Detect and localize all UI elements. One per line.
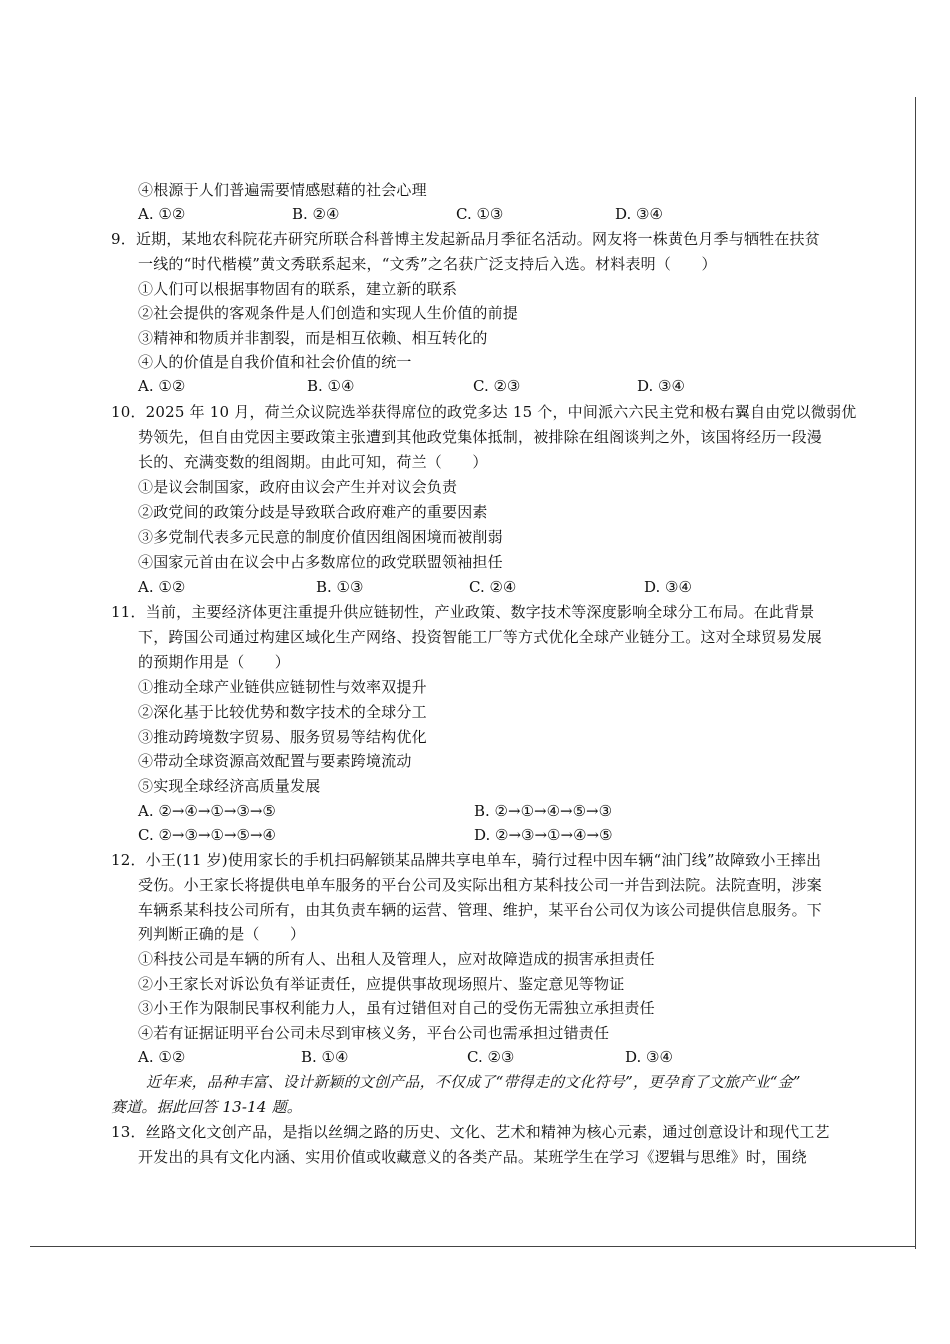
q11-option-b: B. ②→①→④→⑤→③ <box>474 802 613 820</box>
q8-option-d: D. ③④ <box>615 205 663 223</box>
q11-item-2: ②深化基于比较优势和数字技术的全球分工 <box>138 703 427 721</box>
q8-option-b: B. ②④ <box>292 205 340 223</box>
q10-option-c: C. ②④ <box>469 578 517 596</box>
q10-stem-line-2: 势领先，但自由党因主要政策主张遭到其他政党集体抵制，被排除在组阁谈判之外，该国将经历一段漫 <box>138 428 823 446</box>
q10-option-b: B. ①③ <box>316 578 364 596</box>
q12-stem-line-4: 列判断正确的是（ ） <box>138 925 306 943</box>
q10-item-1: ①是议会制国家，政府由议会产生并对议会负责 <box>138 478 458 496</box>
q13-stem-line-2: 开发出的具有文化内涵、实用价值或收藏意义的各类产品。某班学生在学习《逻辑与思维》时，围绕 <box>138 1148 807 1166</box>
q12-item-4: ④若有证据证明平台公司未尽到审核义务，平台公司也需承担过错责任 <box>138 1024 610 1042</box>
q10-item-3: ③多党制代表多元民意的制度价值因组阁困境而被削弱 <box>138 528 503 546</box>
q9-item-3: ③精神和物质并非割裂，而是相互依赖、相互转化的 <box>138 329 488 347</box>
q12-stem-line-1: 12．小王(11 岁)使用家长的手机扫码解锁某品牌共享电单车，骑行过程中因车辆“油门线”故障致小王摔出 <box>111 851 822 869</box>
q9-item-4: ④人的价值是自我价值和社会价值的统一 <box>138 353 412 371</box>
q13-stem-line-1: 13．丝路文化文创产品，是指以丝绸之路的历史、文化、艺术和精神为核心元素，通过创意设计和现代工艺 <box>111 1123 830 1141</box>
right-margin-line <box>915 97 916 1249</box>
q9-stem-line-2: 一线的“时代楷模”黄文秀联系起来，“文秀”之名获广泛支持后入选。材料表明（ ） <box>138 255 717 273</box>
q11-item-3: ③推动跨境数字贸易、服务贸易等结构优化 <box>138 728 427 746</box>
q10-option-a: A. ①② <box>138 578 186 596</box>
q10-item-4: ④国家元首由在议会中占多数席位的政党联盟领袖担任 <box>138 553 503 571</box>
q11-item-1: ①推动全球产业链供应链韧性与效率双提升 <box>138 678 427 696</box>
q10-item-2: ②政党间的政策分歧是导致联合政府难产的重要因素 <box>138 503 488 521</box>
q10-option-d: D. ③④ <box>644 578 692 596</box>
q11-option-c: C. ②→③→①→⑤→④ <box>138 826 276 844</box>
q9-option-c: C. ②③ <box>473 377 521 395</box>
q8-item-4: ④根源于人们普遍需要情感慰藉的社会心理 <box>138 181 427 199</box>
q12-option-c: C. ②③ <box>467 1048 515 1066</box>
q9-item-1: ①人们可以根据事物固有的联系，建立新的联系 <box>138 280 458 298</box>
q12-stem-line-2: 受伤。小王家长将提供电单车服务的平台公司及实际出租方某科技公司一并告到法院。法院查明，涉案 <box>138 876 823 894</box>
q12-item-2: ②小王家长对诉讼负有举证责任，应提供事故现场照片、鉴定意见等物证 <box>138 975 625 993</box>
q11-option-d: D. ②→③→①→④→⑤ <box>474 826 613 844</box>
q12-stem-line-3: 车辆系某科技公司所有，由其负责车辆的运营、管理、维护，某平台公司仅为该公司提供信息服务。下 <box>138 901 823 919</box>
q12-option-d: D. ③④ <box>625 1048 673 1066</box>
q9-option-d: D. ③④ <box>637 377 685 395</box>
q12-item-3: ③小王作为限制民事权利能力人，虽有过错但对自己的受伤无需独立承担责任 <box>138 999 655 1017</box>
q10-stem-line-1: 10．2025 年 10 月，荷兰众议院选举获得席位的政党多达 15 个，中间派六六民主党和极右翼自由党以微弱优 <box>111 403 857 421</box>
q9-item-2: ②社会提供的客观条件是人们创造和实现人生价值的前提 <box>138 304 519 322</box>
q9-option-a: A. ①② <box>138 377 186 395</box>
q11-stem-line-1: 11．当前，主要经济体更注重提升供应链韧性，产业政策、数字技术等深度影响全球分工布局。在此背景 <box>111 603 815 621</box>
q10-stem-line-3: 长的、充满变数的组阁期。由此可知，荷兰（ ） <box>138 453 488 471</box>
q11-item-5: ⑤实现全球经济高质量发展 <box>138 777 321 795</box>
bottom-margin-line <box>30 1246 916 1247</box>
q11-item-4: ④带动全球资源高效配置与要素跨境流动 <box>138 752 412 770</box>
intro-line-1: 近年来，品种丰富、设计新颖的文创产品，不仅成了“带得走的文化符号”，更孕育了文旅产业“金” <box>146 1073 801 1091</box>
q9-option-b: B. ①④ <box>307 377 355 395</box>
q11-stem-line-2: 下，跨国公司通过构建区域化生产网络、投资智能工厂等方式优化全球产业链分工。这对全球贸易发展 <box>138 628 823 646</box>
q9-stem-line-1: 9．近期，某地农科院花卉研究所联合科普博主发起新品月季征名活动。网友将一株黄色月季与牺牲在扶贫 <box>111 230 820 248</box>
q8-option-c: C. ①③ <box>456 205 504 223</box>
q11-option-a: A. ②→④→①→③→⑤ <box>138 802 276 820</box>
q12-item-1: ①科技公司是车辆的所有人、出租人及管理人，应对故障造成的损害承担责任 <box>138 950 655 968</box>
intro-line-2: 赛道。据此回答 13-14 题。 <box>111 1098 302 1116</box>
q11-stem-line-3: 的预期作用是（ ） <box>138 653 291 671</box>
q8-option-a: A. ①② <box>138 205 186 223</box>
q12-option-b: B. ①④ <box>301 1048 349 1066</box>
q12-option-a: A. ①② <box>138 1048 186 1066</box>
